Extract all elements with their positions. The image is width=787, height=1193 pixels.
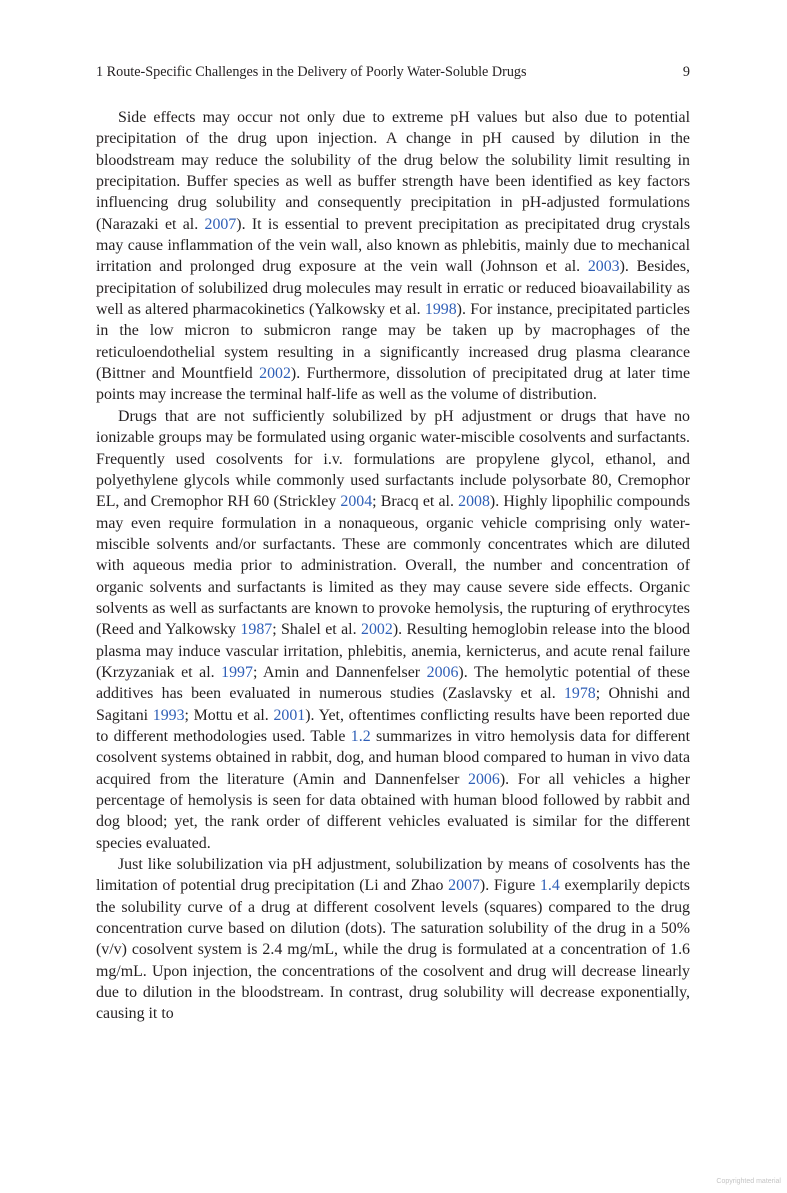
citation-link[interactable]: 1987 — [240, 621, 273, 639]
copyright-watermark: Copyrighted material — [716, 1178, 781, 1185]
body-text-run: Drugs that are not sufficiently solubilized by pH adjustment or drugs that have no ionizable groups may be formulated using organic water-miscible cosolvents and surfactants. Frequently used cosolvents for i.v. formulations are propylene glycol, ethanol, and polyethylene glycols while commonly used surfactants include polysorbate 80, Cremophor EL, and Cremophor RH 60 (Strickley — [96, 407, 690, 511]
body-text-run: Just like solubilization via pH adjustment, solubilization by means of cosolvents has the limitation of potential drug precipitation (Li and Zhao — [96, 856, 690, 895]
citation-link[interactable]: 2008 — [458, 493, 490, 511]
body-text-run: ). Figure — [479, 877, 540, 895]
body-text-run: ). Resulting hemoglobin release into the blood plasma may induce vascular irritation, phlebitis, anemia, kernicterus, and acute renal failure (Krzyzaniak et al. — [96, 621, 690, 681]
citation-link[interactable]: 2004 — [340, 493, 373, 511]
body-text-run: ; Ohnishi and Sagitani — [96, 685, 690, 724]
body-text — [96, 107, 690, 1025]
body-text-run: ). Furthermore, dissolution of precipitated drug at later time points may increase the terminal half-life as well as the volume of distribution. — [96, 365, 690, 404]
body-text-run: ; Shalel et al. — [272, 621, 362, 639]
body-text-run: ). The hemolytic potential of these additives has been evaluated in numerous studies (Zaslavsky et al. — [96, 663, 690, 703]
body-text-run: Side effects may occur not only due to extreme pH values but also due to potential precipitation of the drug upon injection. A change in pH caused by dilution in the bloodstream may reduce the solubility of the drug below the solubility limit resulting in precipitation. Buffer species as well as buffer strength have been identified as key factors influencing drug solubility and consequently precipitation in pH-adjusted formulations (Narazaki et al. — [96, 109, 690, 233]
body-text-run: ). It is essential to prevent precipitation as precipitated drug crystals may cause inflammation of the vein wall, also known as phlebitis, mainly due to mechanical irritation and prolonged drug exposure at the vein wall (Johnson et al. — [96, 215, 691, 276]
body-text-run: summarizes in vitro hemolysis data for different cosolvent systems obtained in rabbit, dog, and human blood compared to human in vivo data acquired from the literature (Amin and Dannenfelser — [96, 727, 690, 788]
paragraph-1 — [96, 107, 690, 406]
body-text-run: ). For instance, precipitated particles in the low micron to submicron range may be taken up by macrophages of the reticuloendothelial system resulting in a significantly increased drug plasma clearance (Bittner and Mountfield — [96, 301, 690, 383]
citation-link[interactable]: 1998 — [424, 301, 457, 319]
body-text-run: ). Highly lipophilic compounds may even require formulation in a nonaqueous, organic vehicle comprising only water-miscible solvents and/or surfactants. These are commonly concentrates which are diluted with aqueous media prior to administration. Overall, the number and concentration of organic solvents and surfactants is limited as they may cause severe side effects. Organic solvents as well as surfactants are known to provoke hemolysis, the rupturing of erythrocytes (Reed and Yalkowsky — [96, 493, 691, 639]
paragraph-2 — [96, 406, 690, 854]
body-text-run: ; Bracq et al. — [372, 493, 459, 511]
body-text-run: exemplarily depicts the solubility curve of a drug at different cosolvent levels (squares) compared to the drug concentration curve based on dilution (dots). The saturation solubility of the drug in a 50% (v/v) cosolvent system is 2.4 mg/mL, while the drug is formulated at a concentration of 1.6 mg/mL. Upon injection, the concentrations of the cosolvent and drug will decrease linearly due to dilution in the bloodstream. In contrast, drug solubility will decrease exponentially, causing it to — [96, 877, 690, 1023]
body-text-run: ). Yet, oftentimes conflicting results have been reported due to different methodologies used. Table — [96, 706, 690, 745]
citation-link[interactable]: 2006 — [468, 770, 500, 788]
citation-link[interactable]: 1.2 — [350, 727, 371, 745]
citation-link[interactable]: 2006 — [426, 663, 459, 681]
citation-link[interactable]: 2001 — [273, 706, 306, 724]
body-text-run: ). For all vehicles a higher percentage of hemolysis is seen for data obtained with human blood followed by rabbit and dog blood; yet, the rank order of different vehicles evaluated is similar for the different species evaluated. — [96, 770, 690, 852]
citation-link[interactable]: 2007 — [204, 215, 237, 233]
paragraph-3 — [96, 854, 690, 1025]
citation-link[interactable]: 2003 — [587, 258, 620, 276]
citation-link[interactable]: 1978 — [563, 685, 596, 703]
citation-link[interactable]: 1997 — [221, 663, 253, 681]
citation-link[interactable]: 1.4 — [539, 877, 560, 895]
body-text-run: ). Besides, precipitation of solubilized drug molecules may result in erratic or reduced bioavailability as well as altered pharmacokinetics (Yalkowsky et al. — [96, 258, 690, 319]
chapter-title: 1 Route-Specific Challenges in the Delivery of Poorly Water-Soluble Drugs — [96, 64, 527, 80]
citation-link[interactable]: 2002 — [259, 365, 291, 383]
citation-link[interactable]: 2007 — [448, 877, 480, 895]
page-number: 9 — [682, 64, 690, 80]
citation-link[interactable]: 1993 — [152, 706, 185, 724]
citation-link[interactable]: 2002 — [361, 621, 393, 639]
body-text-run: ; Amin and Dannenfelser — [252, 663, 427, 681]
body-text-run: ; Mottu et al. — [184, 706, 274, 724]
